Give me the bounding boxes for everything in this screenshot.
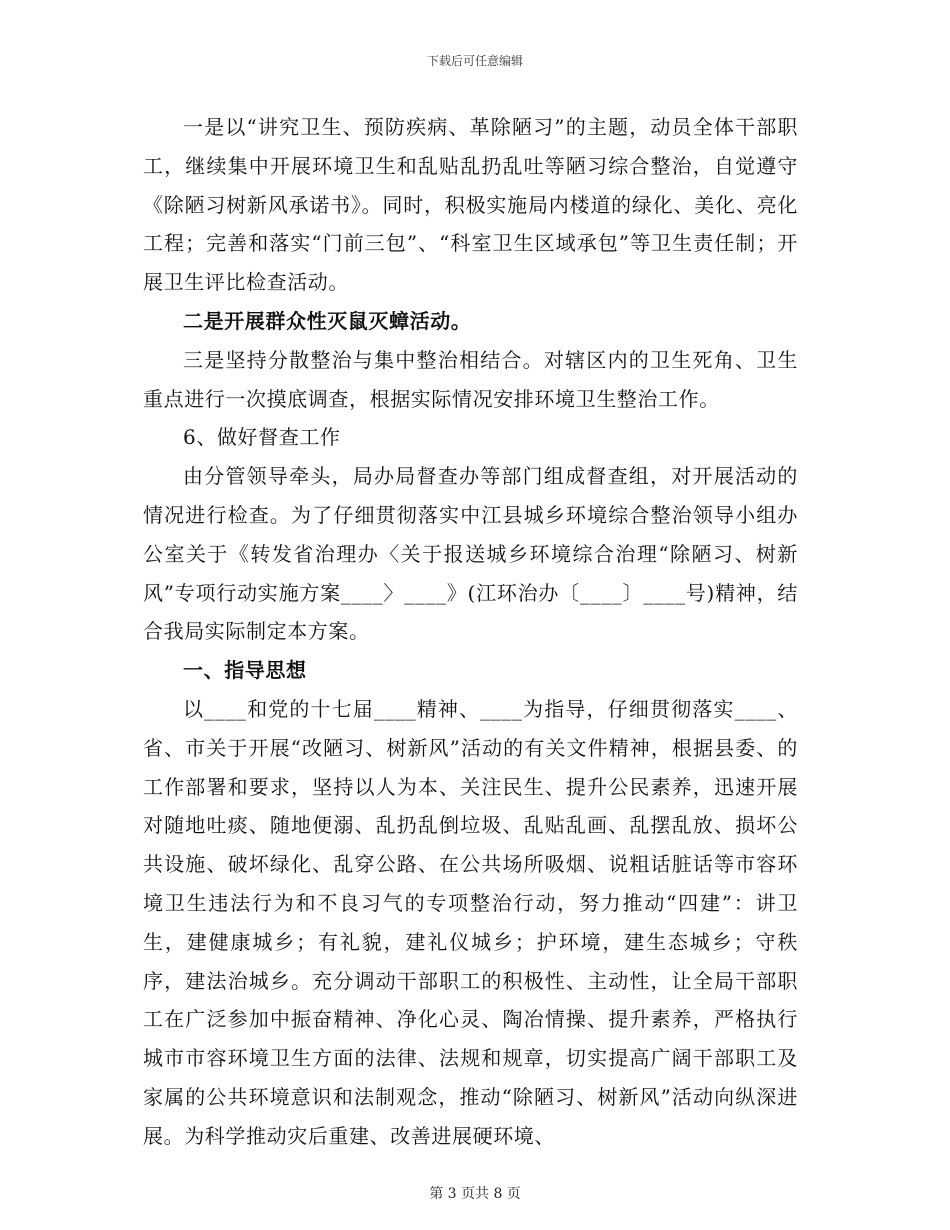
section-heading-supervision: 6、做好督查工作 (183, 425, 341, 450)
paragraph-combined-rectification: 三是坚持分散整治与集中整治相结合。对辖区内的卫生死角、卫生重点进行一次摸底调查，根据实际情况安排环境卫生整治工作。 (143, 347, 798, 411)
page-footer: 第 3 页共 8 页 (429, 1186, 521, 1202)
page-header: 下载后可任意编辑 (426, 54, 523, 68)
paragraph-guiding-ideology: 以____和党的十七届____精神、____为指导，仔细贯彻落实____、省、市关于开展“改陋习、树新风”活动的有关文件精神，根据县委、的工作部署和要求，坚持以人为本、关注民生、提升公民素养，迅速开展对随地吐痰、随地便溺、乱扔乱倒垃圾、乱贴乱画、乱摆乱放、损坏公共设施、破坏绿化、乱穿公路、在公共场所吸烟、说粗话脏话等市容环境卫生违法行为和不良习气的专项整治行动，努力推动“四建”：讲卫生，建健康城乡；有礼貌，建礼仪城乡；护环境，建生态城乡；守秩序，建法治城乡。充分调动干部职工的积极性、主动性，让全局干部职工在广泛参加中振奋精神、净化心灵、陶冶情操、提升素养，严格执行城市市容环境卫生方面的法律、法规和规章，切实提高广阔干部职工及家属的公共环境意识和法制观念，推动“除陋习、树新风”活动向纵深进展。为科学推动灾后重建、改善进展硬环境、 (143, 696, 798, 1148)
paragraph-supervision: 由分管领导牵头，局办局督查办等部门组成督查组，对开展活动的情况进行检查。为了仔细贯彻落实中江县城乡环境综合整治领导小组办公室关于《转发省治理办〈关于报送城乡环境综合治理“除陋习、树新风”专项行动实施方案____〉____》(江环治办〔____〕____号)精神，结合我局实际制定本方案。 (143, 464, 798, 644)
paragraph-pest-control-heading: 二是开展群众性灭鼠灭蟑活动。 (183, 308, 472, 333)
section-heading-guiding-ideology: 一、指导思想 (183, 658, 307, 683)
document-body (143, 108, 798, 1156)
paragraph-rectify-habits: 一是以“讲究卫生、预防疾病、革除陋习”的主题，动员全体干部职工，继续集中开展环境卫生和乱贴乱扔乱吐等陋习综合整治，自觉遵守《除陋习树新风承诺书》。同时，积极实施局内楼道的绿化、美化、亮化工程；完善和落实“门前三包”、“科室卫生区域承包”等卫生责任制；开展卫生评比检查活动。 (143, 115, 798, 295)
